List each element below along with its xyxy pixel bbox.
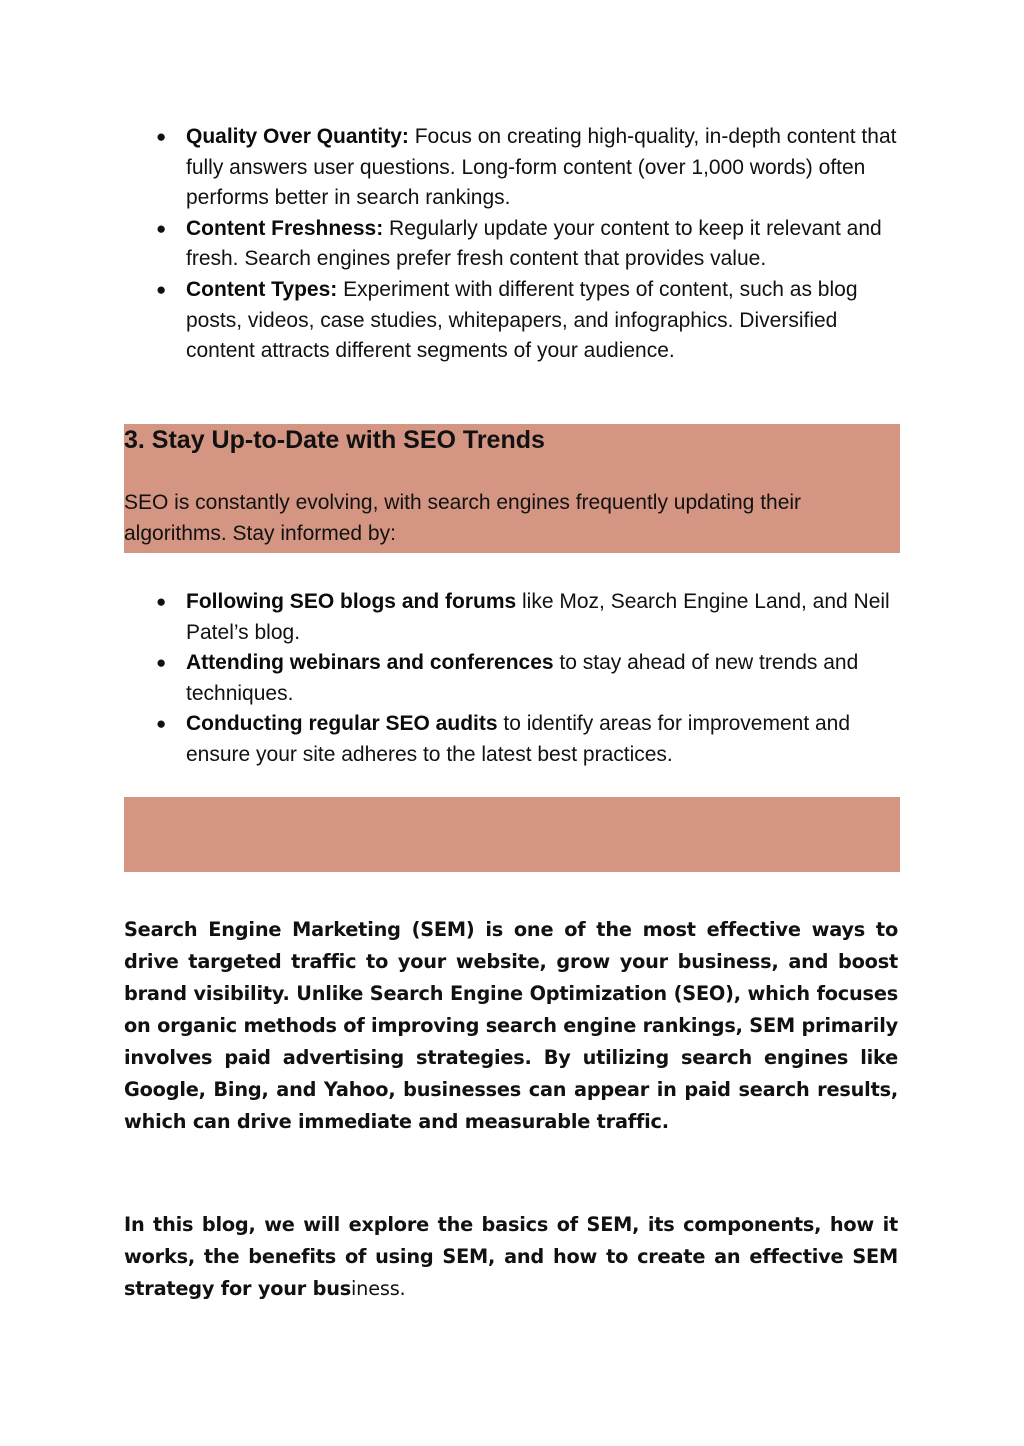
- content-tips-list: [124, 122, 904, 367]
- list-item: [124, 275, 904, 367]
- list-item-text: Focus on creating high-quality, in-depth content that fully answers user questions. Long-form content (over 1,000 words) often performs better in search rankings.: [186, 125, 897, 210]
- list-item: [124, 709, 904, 770]
- list-item-text: Experiment with different types of content, such as blog posts, videos, case studies, whitepapers, and infographics. Diversified content attracts different segments of your audience.: [186, 277, 858, 363]
- list-item-term: Conducting regular SEO audits: [186, 712, 498, 736]
- list-item-term: Content Types:: [186, 277, 338, 301]
- list-item-text: like Moz, Search Engine Land, and Neil Patel’s blog.: [186, 590, 890, 644]
- bullet-icon: ●: [156, 653, 167, 673]
- sem-intro-paragraph: Search Engine Marketing (SEM) is one of the most effective ways to drive targeted traffic to your website, grow your business, and boost brand visibility. Unlike Search Engine Optimization (SEO), which focuses on organic methods of improving search engine rankings, SEM primarily involves paid advertising strategies. By utilizing search engines like Google, Bing, and Yahoo, businesses can appear in paid search results, which can drive immediate and measurable traffic.: [124, 918, 898, 1133]
- blog-overview-bold: In this blog, we will explore the basics of SEM, its components, how it works, the benefits of using SEM, and how to create an effective SEM strategy for your bus: [124, 1213, 898, 1300]
- bullet-icon: ●: [156, 279, 167, 299]
- empty-highlight-band: [124, 797, 900, 872]
- bullet-icon: ●: [156, 127, 167, 146]
- bullet-icon: ●: [156, 218, 167, 238]
- bullet-icon: ●: [156, 714, 167, 734]
- bullet-icon: ●: [156, 592, 167, 611]
- list-item-term: Following SEO blogs and forums: [186, 590, 517, 613]
- list-item-text: Regularly update your content to keep it relevant and fresh. Search engines prefer fresh content that provides value.: [186, 216, 882, 271]
- list-item: [124, 587, 904, 648]
- list-item-text: to identify areas for improvement and ensure your site adheres to the latest best practices.: [186, 712, 851, 766]
- list-item: [124, 214, 904, 275]
- list-item: [124, 648, 904, 709]
- section-intro: SEO is constantly evolving, with search engines frequently updating their algorithms. Stay informed by:: [124, 491, 802, 545]
- list-item-term: Content Freshness:: [186, 216, 384, 240]
- blog-overview-regular: iness.: [351, 1277, 406, 1300]
- list-item: [124, 122, 904, 214]
- seo-trends-list: [124, 587, 904, 771]
- section-3-band: [124, 424, 900, 553]
- section-heading: 3. Stay Up-to-Date with SEO Trends: [124, 426, 545, 454]
- list-item-term: Quality Over Quantity:: [186, 125, 409, 148]
- list-item-text: to stay ahead of new trends and techniques.: [186, 651, 859, 705]
- blog-overview-paragraph: [124, 1209, 898, 1305]
- list-item-term: Attending webinars and conferences: [186, 651, 554, 675]
